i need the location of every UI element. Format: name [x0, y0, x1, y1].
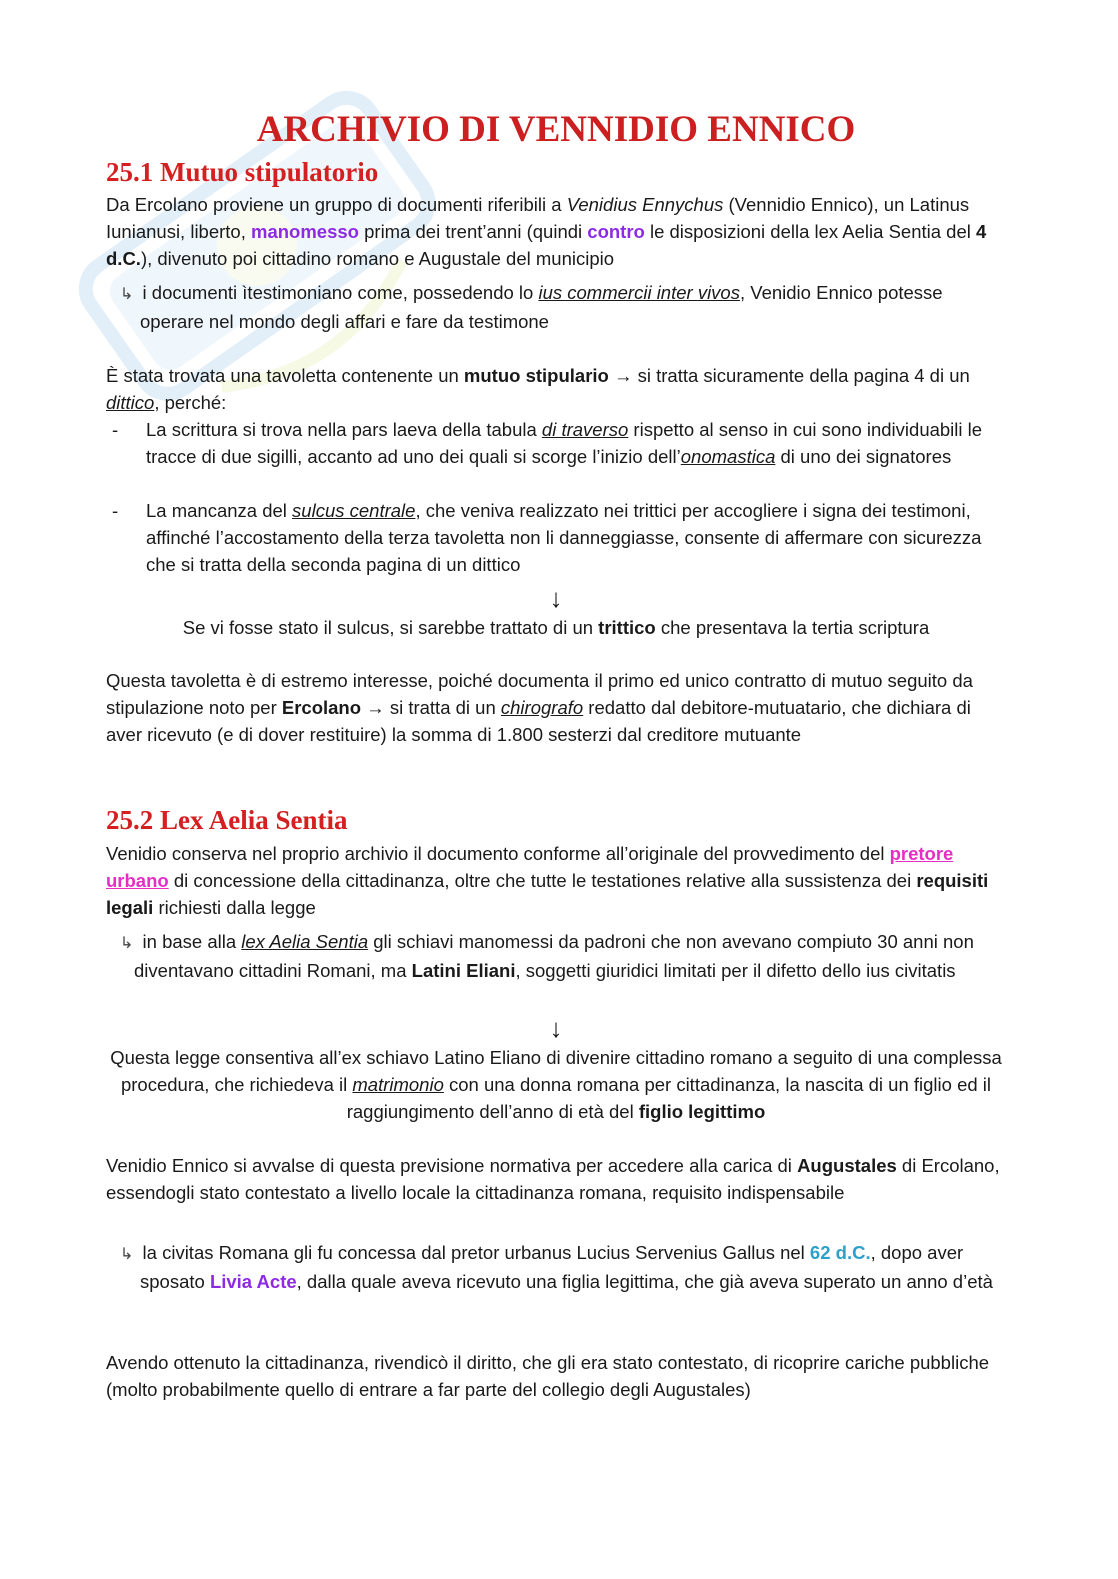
paragraph-cittadinanza: Avendo ottenuto la cittadinanza, rivendicò il diritto, che gli era stato contestato, di ricoprire cariche pubbliche (molto probabilmente quello di entrare a far parte del collegio degli Augustales): [106, 1352, 990, 1400]
section-heading-lex-aelia: 25.2 Lex Aelia Sentia: [106, 805, 348, 835]
subnote-ius-commercii: ↳ i documenti ìtestimoniano come, possedendo lo ius commercii inter vivos, Venidio Ennico potesse operare nel mondo degli affari e fare da testimone: [120, 282, 943, 332]
list-item: - La scrittura si trova nella pars laeva della tabula di traverso rispetto al senso in cui sono individuabili le tracce di due sigilli, accanto ad uno dei quali si scorge l’inizio dell’onomastica di uno dei signatores: [112, 419, 983, 467]
hook-arrow-icon: ↳: [120, 1246, 134, 1263]
paragraph-interesse: Questa tavoletta è di estremo interesse, poiché documenta il primo ed unico contratto di mutuo seguito da stipulazione noto per Ercolano → si tratta di un chirografo redatto dal debitore-mutuatario, che dichiara di aver ricevuto (e di dover restituire) la somma di 1.800 sesterzi dal creditore mutuante: [106, 670, 973, 745]
down-arrow-icon: ↓: [549, 583, 563, 613]
down-arrow-icon: ↓: [549, 1013, 563, 1043]
paragraph-procedura: Questa legge consentiva all’ex schiavo Latino Eliano di divenire cittadino romano a seguito di una complessa procedura, che richiedeva il matrimonio con una donna romana per cittadinanza, la nascita di un figlio ed il raggiungimento dell’anno di età del figlio legittimo: [110, 1047, 1002, 1122]
paragraph-archivio: Venidio conserva nel proprio archivio il documento conforme all’originale del provvedimento del pretore urbano di concessione della cittadinanza, oltre che tutte le testationes relative alla sussistenza dei requisiti legali richiesti dalla legge: [106, 843, 989, 918]
section-heading-mutuo: 25.1 Mutuo stipulatorio: [106, 157, 379, 187]
document-title: ARCHIVIO DI VENNIDIO ENNICO: [256, 109, 856, 150]
hook-arrow-icon: ↳: [120, 935, 134, 952]
paragraph-intro: Da Ercolano proviene un gruppo di documenti riferibili a Venidius Ennychus (Vennidio Ennico), un Latinus Iunianusi, liberto, manomesso prima dei trent’anni (quindi contro le disposizioni della lex Aelia Sentia del 4 d.C.), divenuto poi cittadino romano e Augustale del municipio: [106, 194, 987, 269]
subnote-lex-aelia: ↳ in base alla lex Aelia Sentia gli schiavi manomessi da padroni che non avevano compiuto 30 anni non diventavano cittadini Romani, ma Latini Eliani, soggetti giuridici limitati per il difetto dello ius civitatis: [120, 931, 974, 981]
paragraph-augustales: Venidio Ennico si avvalse di questa previsione normativa per accedere alla carica di Augustales di Ercolano, essendogli stato contestato a livello locale la cittadinanza romana, requisito indispensabile: [106, 1155, 1000, 1203]
subnote-civitas: ↳ la civitas Romana gli fu concessa dal pretor urbanus Lucius Servenius Gallus nel 62 d.C., dopo aver sposato Livia Acte, dalla quale aveva ricevuto una figlia legittima, che già aveva superato un anno d’età: [120, 1242, 993, 1292]
hook-arrow-icon: ↳: [120, 286, 134, 303]
list-item: - La mancanza del sulcus centrale, che veniva realizzato nei trittici per accogliere i signa dei testimoni, affinché l’accostamento della terza tavoletta non li danneggiasse, consente di affermare con sicurezza che si tratta della seconda pagina di un dittico: [112, 500, 982, 575]
paragraph-tavoletta: È stata trovata una tavoletta contenente un mutuo stipulario → si tratta sicuramente della pagina 4 di un dittico, perché:: [106, 365, 970, 413]
conclusion-sulcus: Se vi fosse stato il sulcus, si sarebbe trattato di un trittico che presentava la tertia scriptura: [182, 617, 930, 638]
